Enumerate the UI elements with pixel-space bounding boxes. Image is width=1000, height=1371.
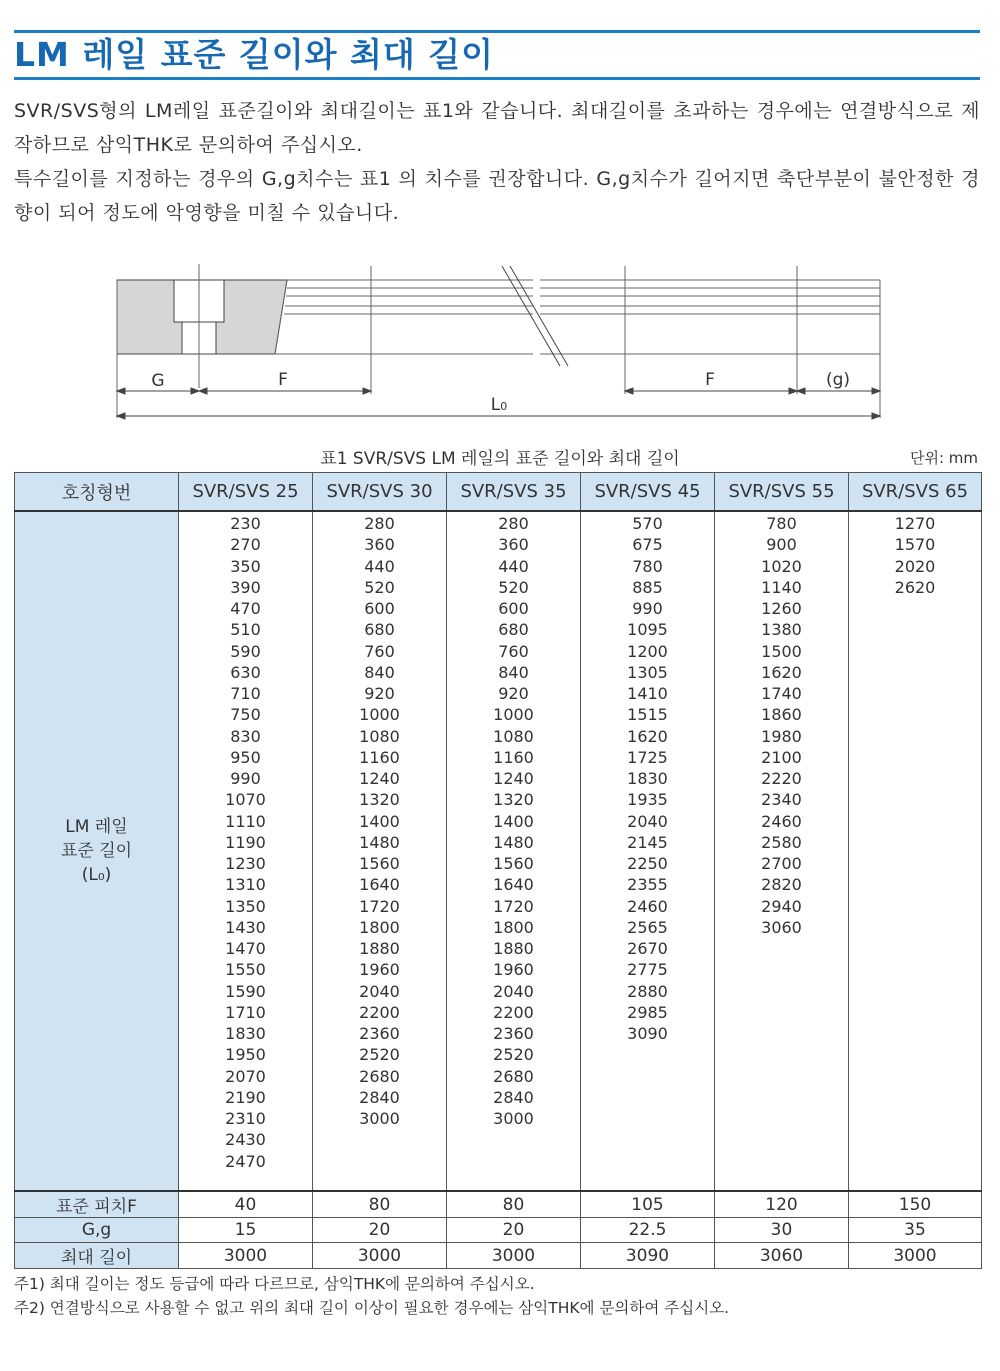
length-value: 1110 — [225, 811, 266, 831]
max-length-value: 3000 — [447, 1243, 581, 1269]
length-value: 1800 — [359, 917, 400, 937]
length-value: 1305 — [627, 662, 668, 682]
max-length-row — [15, 1243, 982, 1269]
intro-text — [14, 94, 980, 230]
length-value: 440 — [364, 556, 395, 576]
length-value: 1310 — [225, 875, 266, 895]
length-value: 1935 — [627, 790, 668, 810]
length-value: 1960 — [493, 960, 534, 980]
length-value: 2520 — [493, 1045, 534, 1065]
pitch-value: 40 — [179, 1191, 313, 1218]
max-length-value: 3000 — [179, 1243, 313, 1269]
length-value: 1380 — [761, 620, 802, 640]
length-value: 920 — [364, 684, 395, 703]
length-value: 1200 — [627, 641, 668, 661]
length-value: 920 — [498, 684, 529, 703]
paragraph-2: 특수길이를 지정하는 경우의 G,g치수는 표1 의 치수를 권장합니다. G,g치수가 길어지면 축단부분이 불안정한 경향이 되어 정도에 악영향을 미칠 수 있습니다. — [14, 168, 980, 224]
length-value: 1620 — [761, 662, 802, 682]
row-label-line: (L₀) — [81, 865, 112, 885]
length-value: 1020 — [761, 556, 802, 576]
length-value: 1590 — [225, 981, 266, 1001]
length-value: 1710 — [225, 1002, 266, 1022]
length-value: 2250 — [627, 854, 668, 873]
length-value: 1560 — [359, 854, 400, 873]
gg-row — [15, 1218, 982, 1243]
header-model: SVR/SVS 65 — [849, 473, 982, 512]
footnotes — [14, 1272, 729, 1320]
length-value: 1190 — [225, 832, 266, 852]
length-value: 1740 — [761, 684, 802, 703]
length-value: 885 — [632, 577, 663, 597]
title-block — [14, 30, 980, 80]
length-value: 2100 — [761, 747, 802, 767]
length-value: 2310 — [225, 1109, 266, 1128]
pitch-value: 80 — [447, 1191, 581, 1218]
length-value: 1160 — [493, 747, 534, 767]
length-value: 1980 — [761, 726, 802, 746]
length-value: 1350 — [225, 896, 266, 916]
length-value: 1070 — [225, 790, 266, 810]
length-value: 840 — [364, 662, 395, 682]
footnote-1: 주1) 최대 길이는 정도 등급에 따라 다르므로, 삼익THK에 문의하여 주십시오. — [14, 1275, 535, 1293]
length-value: 1470 — [225, 939, 266, 958]
lengths-col — [179, 511, 313, 1191]
lengths-col — [715, 511, 849, 1191]
length-value: 2680 — [493, 1066, 534, 1086]
length-value: 760 — [364, 641, 395, 661]
length-value: 270 — [230, 535, 261, 555]
length-value: 1480 — [359, 832, 400, 852]
length-value: 3060 — [761, 917, 802, 937]
length-value: 2430 — [225, 1130, 266, 1150]
length-value: 1570 — [894, 535, 936, 555]
length-value: 2460 — [761, 811, 802, 831]
title-rule-bottom — [14, 77, 980, 80]
length-value: 1400 — [359, 811, 400, 831]
length-value: 2520 — [359, 1045, 400, 1065]
max-length-value: 3000 — [849, 1243, 982, 1269]
length-value: 990 — [632, 599, 663, 618]
length-value: 2200 — [359, 1002, 400, 1022]
header-model: SVR/SVS 25 — [179, 473, 313, 512]
length-value: 2220 — [761, 769, 802, 788]
length-value: 1950 — [225, 1045, 266, 1065]
max-length-value: 3060 — [715, 1243, 849, 1269]
length-value: 1720 — [359, 896, 400, 916]
row-label-pitch: 표준 피치F — [15, 1191, 179, 1218]
length-value: 2355 — [627, 875, 668, 895]
length-value: 570 — [632, 514, 663, 533]
length-value: 390 — [230, 577, 261, 597]
length-value: 1230 — [225, 854, 266, 873]
table-header-row — [15, 473, 982, 512]
length-value: 2880 — [627, 981, 668, 1001]
header-model: SVR/SVS 45 — [581, 473, 715, 512]
length-value: 1000 — [359, 705, 400, 725]
gg-value: 20 — [313, 1218, 447, 1243]
length-value: 1960 — [359, 960, 400, 980]
paragraph-1: SVR/SVS형의 LM레일 표준길이와 최대길이는 표1와 같습니다. 최대길이를 초과하는 경우에는 연결방식으로 제작하므로 삼익THK로 문의하여 주십시오. — [14, 100, 980, 156]
length-value: 990 — [230, 769, 261, 788]
length-value: 280 — [364, 514, 395, 533]
length-value: 1240 — [359, 769, 400, 788]
length-value: 590 — [230, 641, 261, 661]
length-value: 630 — [230, 662, 261, 682]
length-value: 1260 — [761, 599, 802, 618]
length-value: 470 — [230, 599, 261, 618]
length-value: 1550 — [225, 960, 266, 980]
row-label-line: 표준 길이 — [60, 841, 133, 861]
standard-length-row — [15, 511, 982, 1191]
length-value: 2775 — [627, 960, 668, 980]
length-value: 2190 — [225, 1087, 266, 1107]
length-value: 600 — [364, 599, 395, 618]
length-value: 1080 — [493, 726, 534, 746]
length-value: 2820 — [761, 875, 802, 895]
length-value: 1860 — [761, 705, 802, 725]
max-length-value: 3000 — [313, 1243, 447, 1269]
length-value: 3090 — [627, 1024, 668, 1043]
header-model: SVR/SVS 35 — [447, 473, 581, 512]
length-value: 510 — [230, 620, 261, 640]
header-model: SVR/SVS 55 — [715, 473, 849, 512]
length-value: 1140 — [761, 577, 802, 597]
length-value: 1095 — [627, 620, 668, 640]
row-label-line: LM 레일 — [65, 817, 128, 837]
length-value: 1725 — [627, 747, 668, 767]
footnote-2: 주2) 연결방식으로 사용할 수 없고 위의 최대 길이 이상이 필요한 경우에는 삼익THK에 문의하여 주십시오. — [14, 1299, 730, 1317]
length-value: 1270 — [894, 514, 936, 533]
pitch-value: 80 — [313, 1191, 447, 1218]
length-value: 2985 — [627, 1002, 668, 1022]
length-value: 2460 — [627, 896, 668, 916]
length-value: 2040 — [493, 981, 534, 1001]
length-value: 440 — [498, 556, 529, 576]
gg-value: 20 — [447, 1218, 581, 1243]
length-value: 950 — [230, 747, 261, 767]
length-value: 1830 — [225, 1024, 266, 1043]
length-value: 2670 — [627, 939, 668, 958]
length-value: 2360 — [493, 1024, 534, 1043]
pitch-row — [15, 1191, 982, 1218]
length-value: 750 — [230, 705, 261, 725]
rail-diagram — [100, 258, 900, 428]
length-value: 2840 — [359, 1087, 400, 1107]
length-value: 600 — [498, 599, 529, 618]
lengths-col — [313, 511, 447, 1191]
row-label-standard-length — [15, 511, 179, 1191]
pitch-value: 120 — [715, 1191, 849, 1218]
length-value: 1880 — [359, 939, 400, 958]
header-label: 호칭형번 — [15, 473, 179, 512]
length-value: 1560 — [493, 854, 534, 873]
length-value: 780 — [766, 514, 797, 533]
table-caption: 표1 SVR/SVS LM 레일의 표준 길이와 최대 길이 — [320, 449, 680, 469]
length-value: 2040 — [627, 811, 668, 831]
length-value: 1640 — [359, 875, 400, 895]
length-value: 680 — [364, 620, 395, 640]
dim-label-g: (g) — [825, 370, 851, 390]
row-label-max-length: 최대 길이 — [15, 1243, 179, 1269]
lengths-col — [849, 511, 982, 1191]
length-value: 2145 — [627, 832, 668, 852]
length-value: 350 — [230, 556, 261, 576]
length-value: 2700 — [761, 854, 802, 873]
length-value: 1000 — [493, 705, 534, 725]
length-value: 1430 — [225, 917, 266, 937]
length-value: 2680 — [359, 1066, 400, 1086]
header-model: SVR/SVS 30 — [313, 473, 447, 512]
gg-value: 15 — [179, 1218, 313, 1243]
length-value: 2200 — [493, 1002, 534, 1022]
length-value: 360 — [364, 535, 395, 555]
length-value: 1880 — [493, 939, 534, 958]
dim-label-F-left: F — [278, 370, 288, 390]
dim-label-G: G — [151, 371, 165, 391]
row-label-gg: G,g — [15, 1218, 179, 1243]
length-value: 1480 — [493, 832, 534, 852]
pitch-value: 105 — [581, 1191, 715, 1218]
length-value: 360 — [498, 535, 529, 555]
length-value: 1320 — [359, 790, 400, 810]
gg-value: 30 — [715, 1218, 849, 1243]
length-value: 3000 — [493, 1109, 534, 1128]
lengths-col — [447, 511, 581, 1191]
break-lines — [502, 266, 568, 366]
length-value: 1240 — [493, 769, 534, 788]
length-value: 2340 — [761, 790, 802, 810]
pitch-value: 150 — [849, 1191, 982, 1218]
length-value: 280 — [498, 514, 529, 533]
length-value: 710 — [230, 684, 261, 703]
length-value: 1160 — [359, 747, 400, 767]
table-unit: 단위: mm — [909, 449, 978, 467]
length-value: 1410 — [627, 684, 668, 703]
length-value: 1500 — [761, 641, 802, 661]
length-value: 780 — [632, 556, 663, 576]
length-value: 3000 — [359, 1109, 400, 1128]
length-value: 2565 — [627, 917, 668, 937]
length-value: 1515 — [627, 705, 668, 725]
length-value: 830 — [230, 726, 261, 746]
length-value: 2580 — [761, 832, 802, 852]
length-value: 2360 — [359, 1024, 400, 1043]
page-title: LM 레일 표준 길이와 최대 길이 — [14, 35, 494, 74]
length-value: 1620 — [627, 726, 668, 746]
length-value: 760 — [498, 641, 529, 661]
gg-value: 22.5 — [581, 1218, 715, 1243]
length-value: 840 — [498, 662, 529, 682]
length-value: 2040 — [359, 981, 400, 1001]
dim-label-L: L0 — [490, 395, 508, 415]
length-value: 900 — [766, 535, 797, 555]
length-value: 1830 — [627, 769, 668, 788]
length-value: 1720 — [493, 896, 534, 916]
dim-label-F-right: F — [705, 370, 715, 390]
length-value: 2840 — [493, 1087, 534, 1107]
length-value: 1400 — [493, 811, 534, 831]
gg-value: 35 — [849, 1218, 982, 1243]
length-value: 1800 — [493, 917, 534, 937]
length-value: 2470 — [225, 1151, 266, 1171]
length-value: 2020 — [894, 556, 936, 576]
length-value: 1320 — [493, 790, 534, 810]
length-value: 520 — [498, 577, 529, 597]
length-value: 1080 — [359, 726, 400, 746]
length-value: 2070 — [225, 1066, 266, 1086]
length-value: 230 — [230, 514, 261, 533]
length-value: 520 — [364, 577, 395, 597]
lengths-col — [581, 511, 715, 1191]
length-value: 680 — [498, 620, 529, 640]
length-value: 675 — [632, 535, 663, 555]
length-value: 1640 — [493, 875, 534, 895]
length-table — [14, 472, 982, 1269]
max-length-value: 3090 — [581, 1243, 715, 1269]
length-value: 2940 — [761, 896, 802, 916]
length-value: 2620 — [894, 577, 936, 597]
